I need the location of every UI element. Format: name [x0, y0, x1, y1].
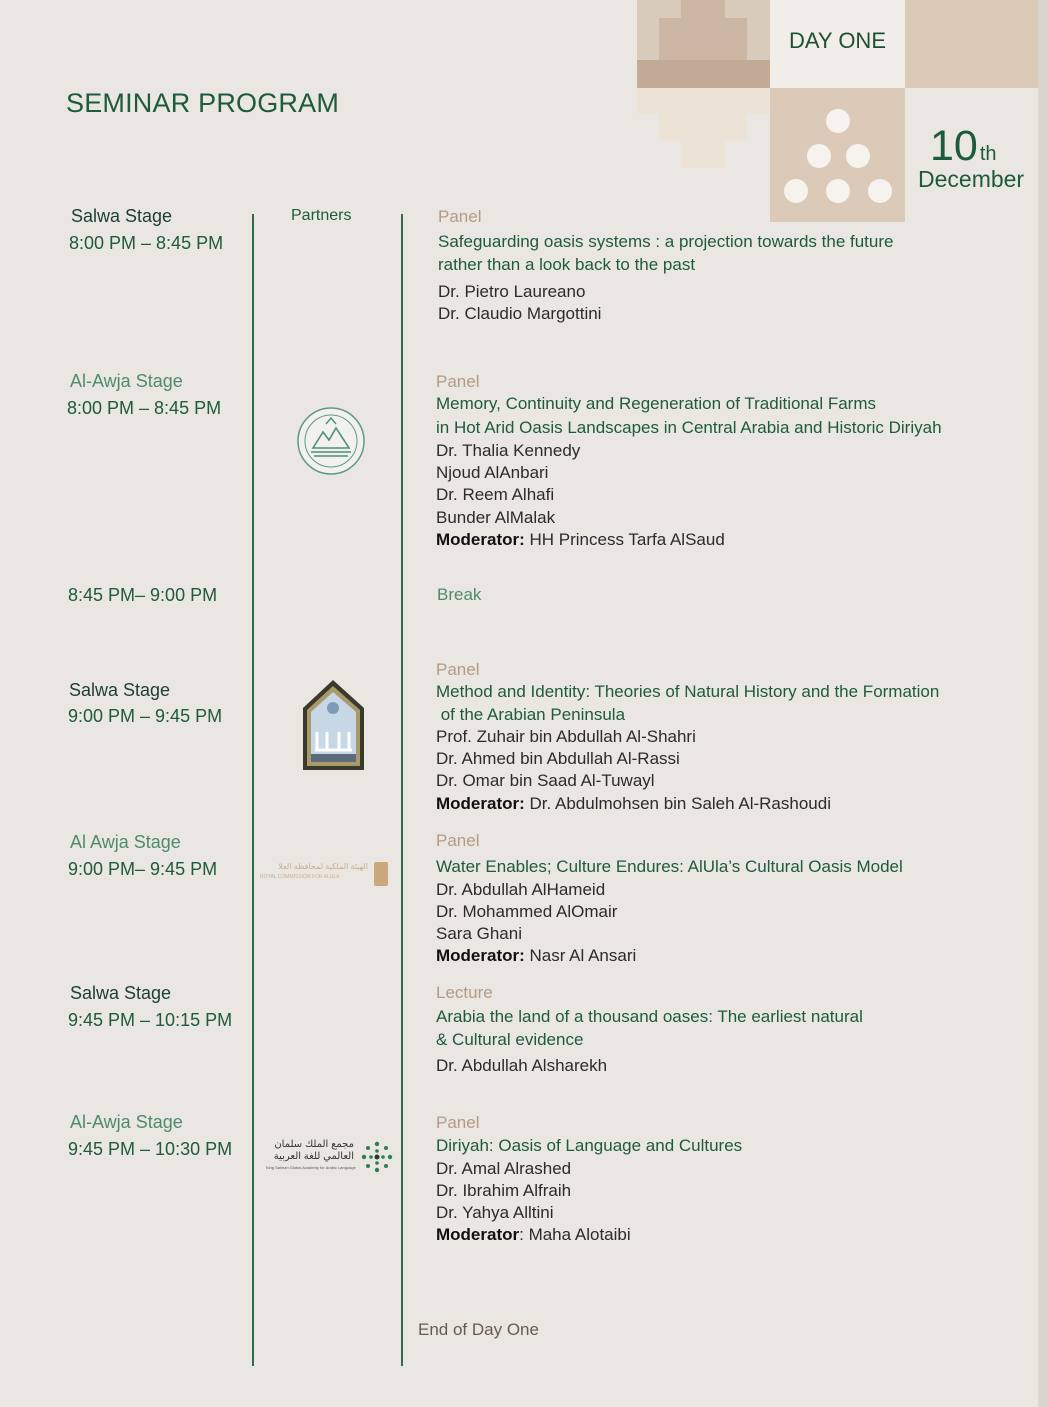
partner-logo-ksgaal [266, 1138, 398, 1178]
session-details [436, 982, 863, 1077]
session-time: 9:00 PM – 9:45 PM [68, 706, 223, 726]
session-details [436, 830, 903, 968]
session-stage: Al-Awja Stage [70, 371, 183, 391]
date-suffix: th [979, 143, 997, 165]
session-type: Panel [436, 660, 480, 679]
decor-dot [868, 179, 892, 203]
session-topic: Method and Identity: Theories of Natural History and the Formation [436, 682, 940, 702]
partner-logo-rcu [258, 860, 392, 890]
session-stage: Salwa Stage [71, 206, 173, 226]
partners-heading: Partners [291, 207, 352, 224]
session-topic: of the Arabian Peninsula [436, 704, 626, 724]
rcu-english-text: ROYAL COMMISSION FOR ALULA [260, 874, 340, 880]
moderator: Moderator: HH Princess Tarfa AlSaud [436, 530, 725, 550]
speaker: Dr. Amal Alrashed [436, 1158, 572, 1178]
ksgaal-emblem [360, 1140, 394, 1174]
partner-logo-circle [296, 406, 366, 476]
session-type: Panel [436, 831, 480, 850]
speaker: Njoud AlAnbari [436, 463, 549, 483]
session-topic: rather than a look back to the past [438, 254, 696, 274]
speaker: Dr. Abdullah Alsharekh [436, 1055, 608, 1075]
ksgaal-arabic-line-1: مجمع الملك سلمان [274, 1139, 354, 1150]
speaker: Dr. Ahmed bin Abdullah Al-Rassi [436, 749, 680, 769]
session-type: Panel [436, 372, 480, 391]
speaker: Dr. Pietro Laureano [438, 281, 586, 301]
ksgaal-arabic-line-2: العالمي للغة العربية [273, 1151, 354, 1162]
moderator: Moderator: Maha Alotaibi [436, 1225, 631, 1245]
partner-logo-university [301, 678, 366, 771]
session-details [436, 1112, 742, 1247]
column-divider-left [252, 214, 254, 1366]
session-time: 8:00 PM – 8:45 PM [67, 398, 222, 418]
date-number: 10 th [930, 122, 997, 170]
speaker: Dr. Yahya Alltini [436, 1203, 554, 1223]
decor-dot [784, 179, 808, 203]
session-time: 9:45 PM – 10:15 PM [68, 1010, 233, 1030]
speaker: Dr. Mohammed AlOmair [436, 901, 618, 921]
session-type: Panel [436, 1113, 480, 1132]
speaker: Bunder AlMalak [436, 507, 556, 527]
speaker: Dr. Thalia Kennedy [436, 440, 581, 460]
ksgaal-english: King Salman Global Academy for Arabic Language [266, 1165, 356, 1170]
session-time: 9:00 PM– 9:45 PM [68, 859, 218, 879]
session-topic: Arabia the land of a thousand oases: The earliest natural [436, 1007, 863, 1027]
speaker: Dr. Abdullah AlHameid [436, 879, 606, 899]
speaker: Dr. Reem Alhafi [436, 485, 555, 505]
decor-dot [846, 144, 870, 168]
page-edge [1038, 0, 1048, 1407]
speaker: Dr. Ibrahim Alfraih [436, 1180, 572, 1200]
session-time: 8:00 PM – 8:45 PM [69, 233, 224, 253]
session-stage: Salwa Stage [69, 680, 171, 700]
session-stage: Al-Awja Stage [70, 1112, 183, 1132]
moderator: Moderator: Nasr Al Ansari [436, 946, 637, 966]
session-topic: Diriyah: Oasis of Language and Cultures [436, 1136, 743, 1156]
speaker: Dr. Omar bin Saad Al-Tuwayl [436, 771, 655, 791]
break-label: Break [437, 585, 482, 604]
session-topic: Memory, Continuity and Regeneration of Traditional Farms [436, 394, 876, 414]
date-month: December [918, 166, 1025, 192]
rcu-emblem [374, 862, 388, 886]
decor-dot [826, 109, 850, 133]
session-topic: Safeguarding oasis systems : a projection towards the future [438, 232, 894, 252]
end-of-day-label: End of Day One [418, 1320, 539, 1339]
break-time: 8:45 PM– 9:00 PM [68, 585, 218, 605]
session-type: Panel [438, 207, 482, 226]
day-label: DAY ONE [789, 28, 886, 53]
moderator: Moderator: Dr. Abdulmohsen bin Saleh Al-Rashoudi [436, 793, 831, 813]
session-stage: Al Awja Stage [70, 832, 181, 852]
session-stage: Salwa Stage [70, 983, 172, 1003]
column-divider-right [401, 214, 403, 1366]
session-details [438, 206, 893, 325]
page-title: SEMINAR PROGRAM [66, 88, 340, 118]
speaker: Dr. Claudio Margottini [438, 304, 602, 324]
rcu-arabic-text: الهيئة الملكية لمحافظة العلا [278, 862, 368, 871]
speaker: Prof. Zuhair bin Abdullah Al-Shahri [436, 726, 696, 746]
session-details [436, 371, 942, 551]
session-details [436, 659, 939, 815]
session-topic: Water Enables; Culture Endures: AlUla’s Cultural Oasis Model [436, 857, 903, 877]
session-topic: & Cultural evidence [436, 1029, 584, 1049]
speaker: Sara Ghani [436, 924, 522, 944]
session-time: 9:45 PM – 10:30 PM [68, 1139, 233, 1159]
decor-dot [826, 179, 850, 203]
session-topic: in Hot Arid Oasis Landscapes in Central Arabia and Historic Diriyah [436, 417, 942, 437]
decor-dot [807, 144, 831, 168]
session-type: Lecture [436, 983, 493, 1002]
